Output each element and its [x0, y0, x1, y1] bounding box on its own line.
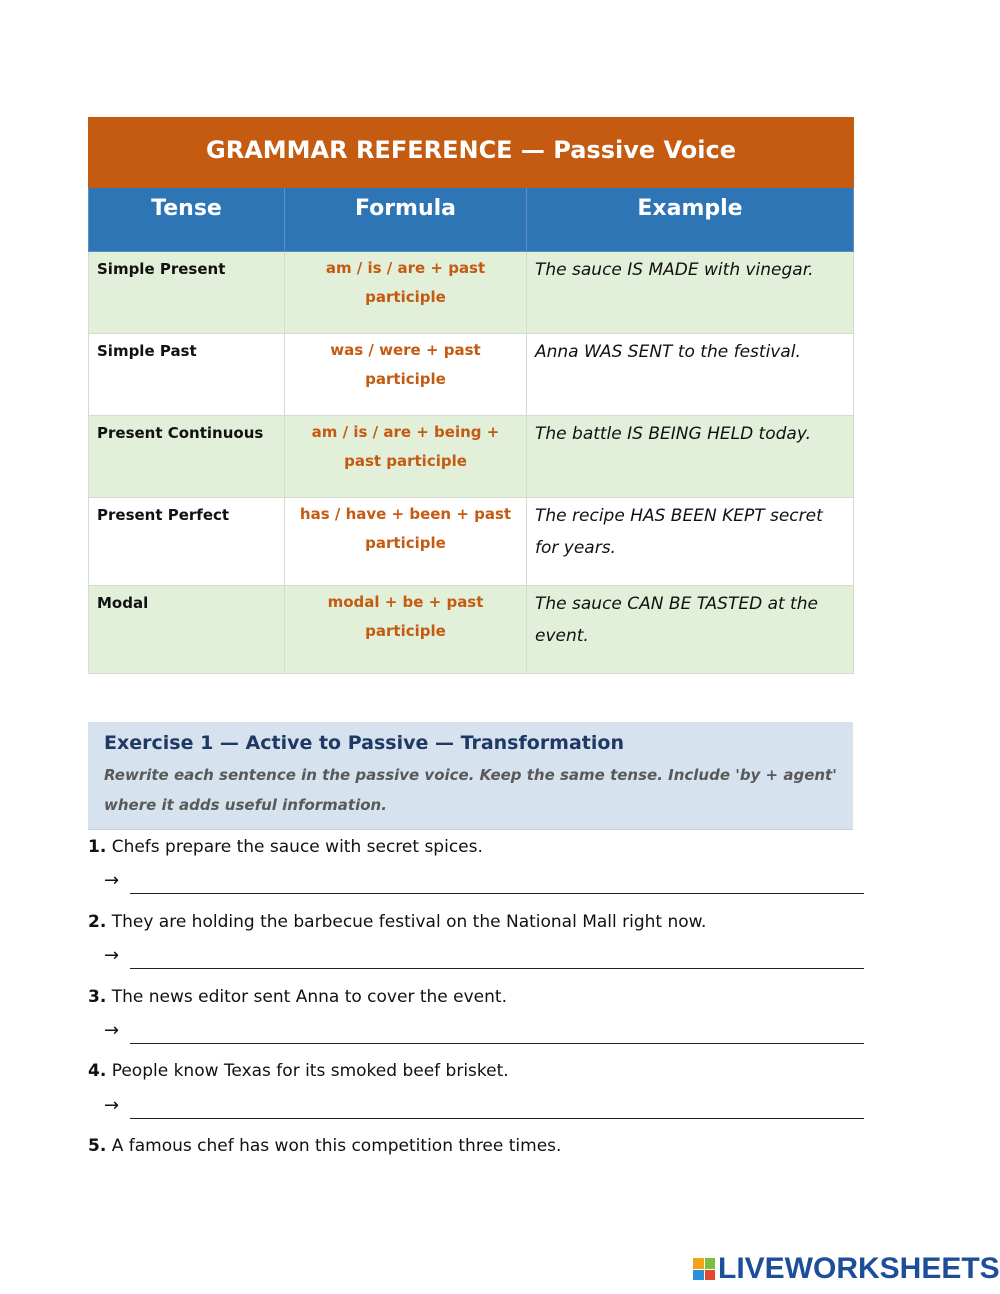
formula-cell: modal + be + past participle — [285, 586, 527, 674]
column-header-tense: Tense — [89, 188, 285, 252]
example-cell: The sauce CAN BE TASTED at the event. — [527, 586, 854, 674]
liveworksheets-icon — [693, 1258, 715, 1280]
grammar-reference-table — [88, 117, 853, 674]
question-text: A famous chef has won this competition three times. — [111, 1136, 562, 1156]
example-cell: Anna WAS SENT to the festival. — [527, 334, 854, 416]
liveworksheets-logo — [693, 1254, 1000, 1284]
question-2 — [88, 912, 706, 932]
formula-cell: was / were + past participle — [285, 334, 527, 416]
answer-field-3[interactable] — [104, 1020, 864, 1044]
question-3 — [88, 987, 507, 1007]
question-text: People know Texas for its smoked beef brisket. — [111, 1061, 509, 1081]
question-number: 3. — [88, 987, 107, 1007]
answer-line[interactable] — [130, 893, 864, 894]
question-text: Chefs prepare the sauce with secret spices. — [111, 837, 483, 857]
tense-cell: Present Perfect — [89, 498, 285, 586]
logo-text: LIVEWORKSHEETS — [718, 1252, 1000, 1285]
formula-cell: am / is / are + being + past participle — [285, 416, 527, 498]
formula-cell: am / is / are + past participle — [285, 252, 527, 334]
formula-cell: has / have + been + past participle — [285, 498, 527, 586]
question-number: 2. — [88, 912, 107, 932]
question-number: 5. — [88, 1136, 107, 1156]
question-text: They are holding the barbecue festival on the National Mall right now. — [111, 912, 707, 932]
answer-field-4[interactable] — [104, 1095, 864, 1119]
table-row — [89, 586, 854, 674]
table-row — [89, 334, 854, 416]
question-number: 1. — [88, 837, 107, 857]
answer-field-1[interactable] — [104, 870, 864, 894]
example-cell: The sauce IS MADE with vinegar. — [527, 252, 854, 334]
question-4 — [88, 1061, 509, 1081]
question-number: 4. — [88, 1061, 107, 1081]
question-5 — [88, 1136, 561, 1156]
table-row — [89, 498, 854, 586]
answer-line[interactable] — [130, 1043, 864, 1044]
arrow-icon: → — [104, 1020, 120, 1041]
answer-field-2[interactable] — [104, 945, 864, 969]
exercise-header-box — [88, 722, 853, 830]
table-row — [89, 252, 854, 334]
answer-line[interactable] — [130, 968, 864, 969]
arrow-icon: → — [104, 945, 120, 966]
question-text: The news editor sent Anna to cover the event. — [111, 987, 507, 1007]
tense-cell: Simple Past — [89, 334, 285, 416]
arrow-icon: → — [104, 870, 120, 891]
arrow-icon: → — [104, 1095, 120, 1116]
example-cell: The battle IS BEING HELD today. — [527, 416, 854, 498]
tense-cell: Simple Present — [89, 252, 285, 334]
tense-cell: Modal — [89, 586, 285, 674]
tense-cell: Present Continuous — [89, 416, 285, 498]
column-header-formula: Formula — [285, 188, 527, 252]
answer-line[interactable] — [130, 1118, 864, 1119]
table-title: GRAMMAR REFERENCE — Passive Voice — [89, 118, 854, 188]
exercise-title: Exercise 1 — Active to Passive — Transformation — [104, 732, 624, 754]
table-row — [89, 416, 854, 498]
column-header-example: Example — [527, 188, 854, 252]
example-cell: The recipe HAS BEEN KEPT secret for years. — [527, 498, 854, 586]
question-1 — [88, 837, 483, 857]
exercise-instructions: Rewrite each sentence in the passive voice. Keep the same tense. Include 'by + agent' where it adds useful information. — [104, 766, 837, 814]
